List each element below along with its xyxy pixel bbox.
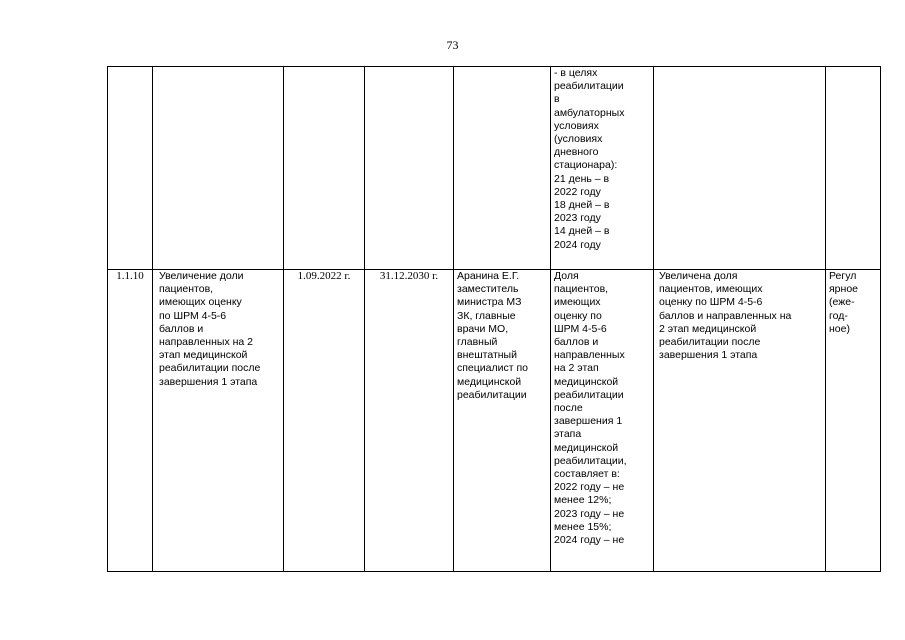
cell-text-line: реабилитации bbox=[457, 388, 527, 401]
cell-text-line: Аранина Е.Г. bbox=[457, 270, 520, 282]
cell-text-line: ное) bbox=[829, 322, 850, 335]
cell-text-line: дневного bbox=[554, 146, 599, 159]
cell-text-line: составляет в: bbox=[554, 468, 620, 481]
cell-text-line: - в целях bbox=[554, 67, 598, 79]
cell-type bbox=[826, 270, 881, 572]
cell-result bbox=[654, 67, 826, 270]
table-row bbox=[108, 270, 881, 572]
cell-text-line: специалист по bbox=[457, 362, 528, 375]
cell-text-line: Регул bbox=[829, 270, 857, 282]
cell-text-line: пациентов, bbox=[554, 283, 609, 296]
cell-text-line: 21 день – в bbox=[554, 172, 610, 185]
cell-text-line: Увеличение доли bbox=[159, 270, 244, 282]
cell-text-line: 14 дней – в bbox=[554, 225, 610, 238]
cell-end-date: 31.12.2030 г. bbox=[365, 270, 454, 572]
cell-text-line: 2022 году – не bbox=[554, 481, 625, 494]
cell-text-line: год- bbox=[829, 309, 848, 322]
cell-text-line: медицинской bbox=[554, 375, 619, 388]
cell-text-line: этапа bbox=[554, 428, 582, 441]
cell-text-line: пациентов, имеющих bbox=[659, 283, 763, 296]
cell-text-line: менее 15%; bbox=[554, 520, 612, 533]
cell-responsible bbox=[454, 67, 551, 270]
cell-text-line: после bbox=[554, 402, 583, 415]
cell-event bbox=[153, 270, 284, 572]
cell-result bbox=[654, 270, 826, 572]
cell-text-line: реабилитации bbox=[554, 80, 624, 93]
cell-responsible bbox=[454, 270, 551, 572]
cell-text-line: в bbox=[554, 93, 560, 106]
cell-text-line: реабилитации bbox=[554, 388, 624, 401]
table-row bbox=[108, 67, 881, 270]
cell-text-line: Доля bbox=[554, 270, 579, 282]
cell-start-date: 1.09.2022 г. bbox=[284, 270, 365, 572]
cell-text-line: 18 дней – в bbox=[554, 199, 610, 212]
cell-text-line: имеющих оценку bbox=[159, 296, 242, 309]
cell-text-line: завершения 1 bbox=[554, 415, 623, 428]
cell-text-line: 2024 году – не bbox=[554, 534, 625, 547]
cell-event bbox=[153, 67, 284, 270]
cell-number: 1.1.10 bbox=[108, 270, 153, 572]
cell-text-line: главный bbox=[457, 336, 498, 349]
cell-text-line: 2023 году – не bbox=[554, 507, 625, 520]
cell-text-line: реабилитации, bbox=[554, 454, 627, 467]
cell-text-line: направленных на 2 bbox=[159, 336, 254, 349]
cell-text-line: амбулаторных bbox=[554, 106, 625, 119]
cell-text-line: пациентов, bbox=[159, 283, 214, 296]
cell-type bbox=[826, 67, 881, 270]
cell-text-line: оценку по bbox=[554, 309, 602, 322]
cell-text-line: 2023 году bbox=[554, 212, 601, 225]
cell-text-line: менее 12%; bbox=[554, 494, 612, 507]
cell-text-line: 2024 году bbox=[554, 238, 601, 251]
cell-text-line: на 2 этап bbox=[554, 362, 599, 375]
cell-text-line: этап медицинской bbox=[159, 349, 248, 362]
cell-start-date bbox=[284, 67, 365, 270]
cell-text-line: стационара): bbox=[554, 159, 618, 172]
cell-text-line: реабилитации после bbox=[659, 336, 761, 349]
cell-text-line: условиях bbox=[554, 119, 599, 132]
plan-table bbox=[107, 66, 881, 572]
cell-text-line: баллов и bbox=[554, 336, 599, 349]
cell-text-line: врачи МО, bbox=[457, 322, 509, 335]
cell-text-line: (условиях bbox=[554, 133, 603, 146]
cell-text-line: баллов и направленных на bbox=[659, 309, 792, 322]
cell-end-date bbox=[365, 67, 454, 270]
cell-text-line: имеющих bbox=[554, 296, 601, 309]
cell-text-line: по ШРМ 4-5-6 bbox=[159, 309, 227, 322]
cell-text-line: Увеличена доля bbox=[659, 270, 738, 282]
cell-text-line: ШРМ 4-5-6 bbox=[554, 322, 607, 335]
cell-text-line: баллов и bbox=[159, 322, 204, 335]
cell-text-line: 2 этап медицинской bbox=[659, 322, 757, 335]
cell-text-line: внештатный bbox=[457, 349, 517, 362]
page-number: 73 bbox=[446, 38, 459, 52]
cell-text-line: медицинской bbox=[457, 375, 522, 388]
cell-text-line: медицинской bbox=[554, 441, 619, 454]
cell-indicator bbox=[551, 270, 654, 572]
cell-text-line: завершения 1 этапа bbox=[659, 349, 758, 362]
cell-text-line: министра МЗ bbox=[457, 296, 522, 309]
cell-text-line: ярное bbox=[829, 283, 859, 296]
cell-text-line: заместитель bbox=[457, 283, 519, 296]
cell-text-line: 2022 году bbox=[554, 185, 601, 198]
cell-text-line: реабилитации после bbox=[159, 362, 261, 375]
cell-text-line: завершения 1 этапа bbox=[159, 375, 258, 388]
cell-text-line: направленных bbox=[554, 349, 625, 362]
cell-number bbox=[108, 67, 153, 270]
cell-text-line: (еже- bbox=[829, 296, 855, 309]
cell-text-line: оценку по ШРМ 4-5-6 bbox=[659, 296, 763, 309]
cell-text-line: ЗК, главные bbox=[457, 309, 516, 322]
cell-indicator bbox=[551, 67, 654, 270]
